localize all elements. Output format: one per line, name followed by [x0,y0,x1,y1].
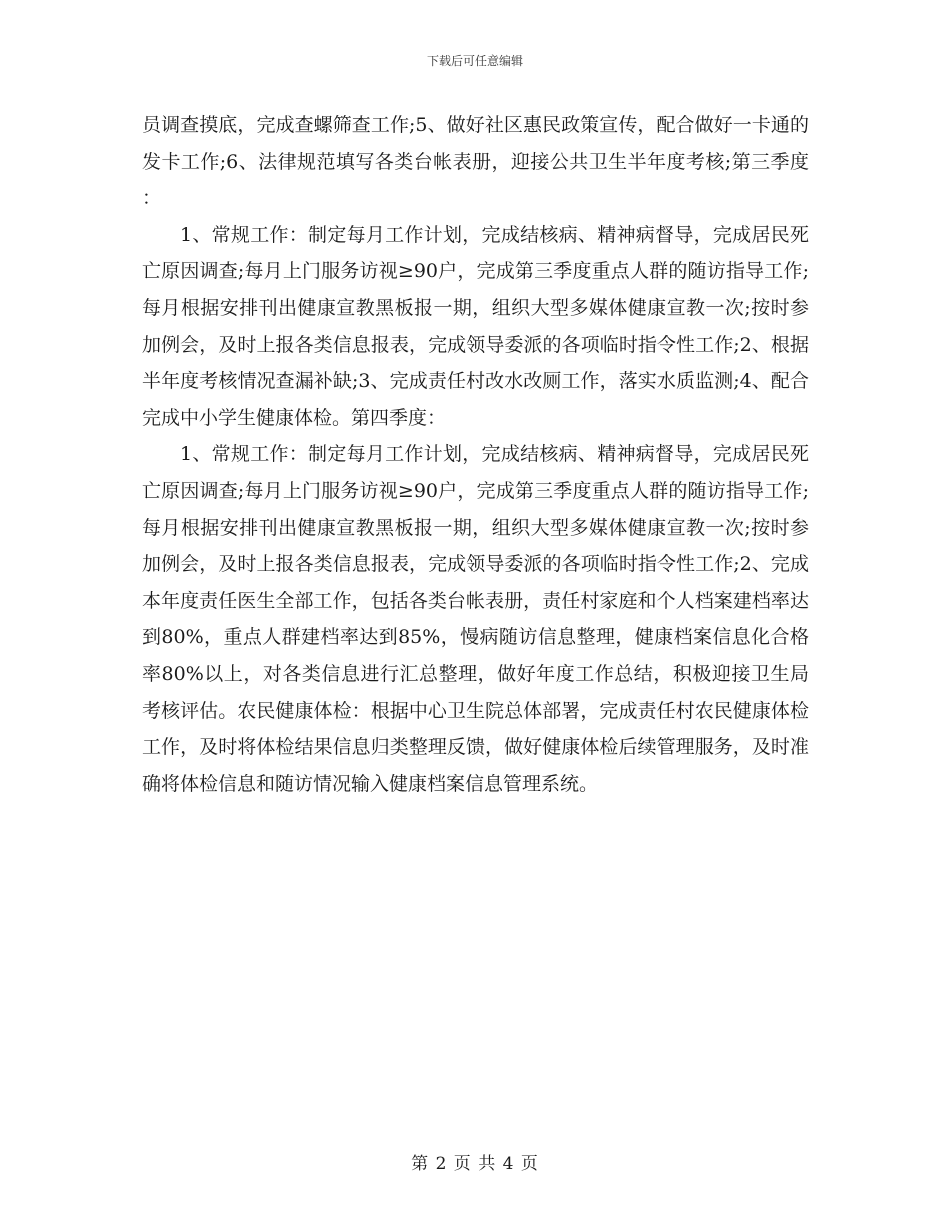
document-body [142,107,809,802]
paragraph-third-quarter: 1、常规工作：制定每月工作计划，完成结核病、精神病督导，完成居民死亡原因调查;每月上门服务访视≥90户，完成第三季度重点人群的随访指导工作;每月根据安排刊出健康宣教黑板报一期，组织大型多媒体健康宣教一次;按时参加例会，及时上报各类信息报表，完成领导委派的各项临时指令性工作;2、根据半年度考核情况查漏补缺;3、完成责任村改水改厕工作，落实水质监测;4、配合完成中小学生健康体检。第四季度： [142,223,809,429]
paragraph-continuation: 员调查摸底，完成查螺筛查工作;5、做好社区惠民政策宣传，配合做好一卡通的发卡工作;6、法律规范填写各类台帐表册，迎接公共卫生半年度考核;第三季度： [142,114,809,210]
page-number-footer: 第 2 页 共 4 页 [411,1154,539,1174]
page-header: 下载后可任意编辑 [426,54,523,68]
paragraph-fourth-quarter: 1、常规工作：制定每月工作计划，完成结核病、精神病督导，完成居民死亡原因调查;每月上门服务访视≥90户，完成第三季度重点人群的随访指导工作;每月根据安排刊出健康宣教黑板报一期，组织大型多媒体健康宣教一次;按时参加例会，及时上报各类信息报表，完成领导委派的各项临时指令性工作;2、完成本年度责任医生全部工作，包括各类台帐表册，责任村家庭和个人档案建档率达到80%，重点人群建档率达到85%，慢病随访信息整理，健康档案信息化合格率80%以上，对各类信息进行汇总整理，做好年度工作总结，积极迎接卫生局考核评估。农民健康体检：根据中心卫生院总体部署，完成责任村农民健康体检工作，及时将体检结果信息归类整理反馈，做好健康体检后续管理服务，及时准确将体检信息和随访情况输入健康档案信息管理系统。 [142,443,809,795]
